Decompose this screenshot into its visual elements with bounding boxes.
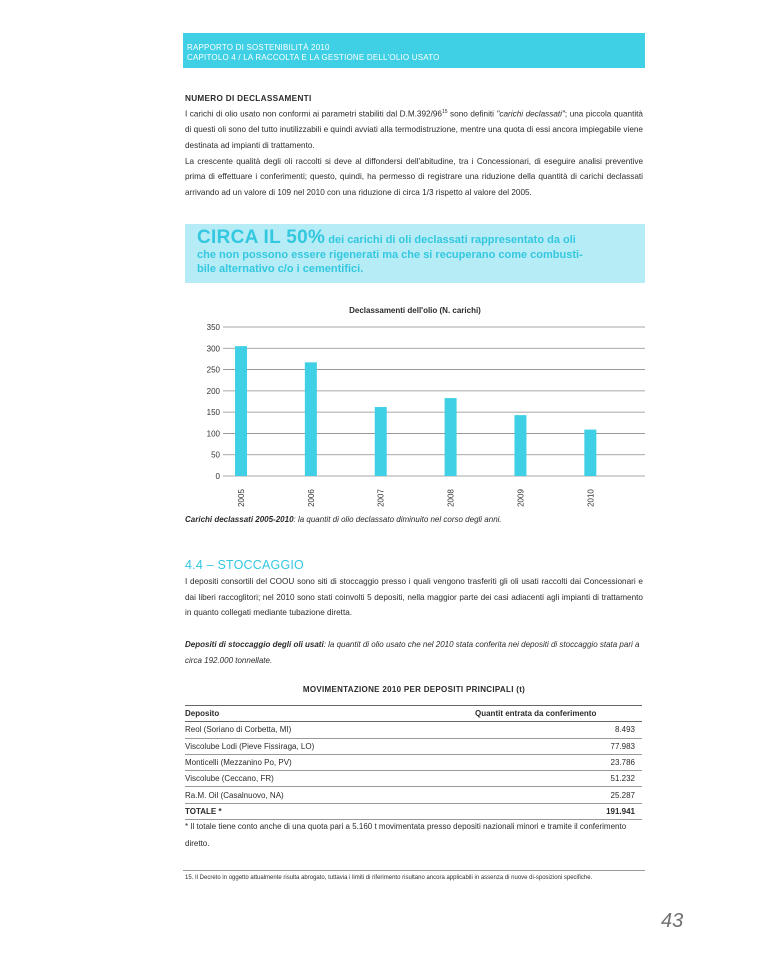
y-tick-label: 250: [206, 365, 220, 375]
table-row: [185, 754, 642, 770]
paragraph-1-text: I carichi di olio usato non conformi ai parametri stabiliti dal D.M.392/96: [185, 109, 442, 119]
table-caption-text: : la quantit di olio usato che nel 2010 stata conferita nei depositi di stoccaggio stata pari a circa 192.000 tonnellate.: [185, 640, 640, 665]
table-row: [185, 787, 642, 803]
depositi-table: [185, 705, 642, 820]
chart-y-ticks: [207, 323, 221, 481]
bar-2008: [445, 398, 457, 476]
callout-text-3: bile alternativo c/o i cementifici.: [197, 263, 364, 275]
deposito-value: 51.232: [459, 771, 642, 787]
column-header-quantita: Quantit entrata da conferimento: [459, 706, 642, 722]
callout-text-1: dei carichi di oli declassati rappresentato da oli: [325, 234, 576, 246]
bar-2005: [235, 346, 247, 476]
paragraph-1-text-d: una piccola quantità di questi oli sono del tutto inutilizzabili e quindi avviati alla termodistruzione, mentre una quota di essi ancora impiegabile viene destinata ad impianti di trattamento.: [185, 109, 643, 150]
table-caption-bold: Depositi di stoccaggio degli oli usati: [185, 640, 324, 649]
x-tick-label: 2009: [516, 489, 526, 507]
deposito-name: Viscolube (Ceccano, FR): [185, 771, 459, 787]
callout-text-2: che non possono essere rigenerati ma che si recuperano come combusti-: [197, 248, 583, 261]
report-title: RAPPORTO DI SOSTENIBILITÀ 2010: [187, 43, 330, 52]
deposito-value: 77.983: [459, 738, 642, 754]
chart-caption-bold: Carichi declassati 2005-2010: [185, 515, 294, 524]
deposito-name: Reol (Soriano di Corbetta, MI): [185, 722, 459, 738]
x-tick-label: 2010: [586, 489, 596, 507]
chart-title: Declassamenti dell'olio (N. carichi): [349, 306, 481, 315]
paragraph-1-text-c: ;: [564, 109, 568, 119]
y-tick-label: 300: [206, 344, 220, 354]
y-tick-label: 150: [206, 408, 220, 418]
table-row: [185, 722, 642, 738]
paragraph-1-text-b: sono definiti: [447, 109, 497, 119]
x-tick-label: 2006: [306, 489, 316, 507]
page-number: 43: [661, 910, 684, 932]
y-tick-label: 200: [206, 386, 220, 396]
footnote-ref: 15: [441, 109, 448, 115]
bar-2009: [514, 415, 526, 476]
footnote-divider: [183, 870, 645, 871]
total-label: TOTALE *: [185, 803, 459, 819]
table-title: MOVIMENTAZIONE 2010 PER DEPOSITI PRINCIPALI (t): [302, 685, 526, 694]
deposito-value: 25.287: [459, 787, 642, 803]
table-header-row: [185, 706, 642, 722]
bar-2006: [305, 362, 317, 476]
section-title-stoccaggio: 4.4 – STOCCAGGIO: [185, 558, 304, 572]
deposito-name: Monticelli (Mezzanino Po, PV): [185, 754, 459, 770]
footnote: 15. Il Decreto in oggetto attualmente risulta abrogato, tuttavia i limiti di riferimento risultano ancora applicabili in assenza di nuove di-sposizioni specifiche.: [185, 875, 593, 881]
chapter-title: CAPITOLO 4 / LA RACCOLTA E LA GESTIONE DELL'OLIO USATO: [187, 52, 440, 62]
x-tick-label: 2007: [376, 489, 386, 507]
table-caption: [185, 637, 643, 669]
deposito-name: Viscolube Lodi (Pieve Fissiraga, LO): [185, 738, 459, 754]
table-row: [185, 771, 642, 787]
y-tick-label: 350: [206, 323, 220, 332]
bar-2007: [375, 407, 387, 476]
chart-x-ticks: [237, 489, 595, 507]
paragraph-stoccaggio: I depositi consortili del COOU sono siti di stoccaggio presso i quali vengono trasferiti gli oli usati raccolti dai Concessionari e dai liberi raccoglitori; nel 2010 sono stati coinvolti 5 depositi, nella maggior parte dei casi adiacenti agli impianti di trattamento in quanto collegati mediante tubazione diretta.: [185, 577, 643, 618]
x-tick-label: 2008: [446, 489, 456, 507]
section-title: NUMERO DI DECLASSAMENTI: [185, 94, 312, 103]
table-note: * Il totale tiene conto anche di una quota pari a 5.160 t movimentata presso depositi nazionali minori e tramite il conferimento diretto.: [185, 822, 627, 848]
table-row: [185, 738, 642, 754]
chart-gridlines: [223, 327, 645, 476]
y-tick-label: 0: [215, 472, 220, 481]
column-header-deposito: Deposito: [185, 706, 459, 722]
deposito-value: 23.786: [459, 754, 642, 770]
chart-caption: [185, 515, 502, 524]
callout-big-text: CIRCA IL 50%: [197, 227, 326, 248]
deposito-value: 8.493: [459, 722, 642, 738]
paragraph-2: La crescente qualità degli oli raccolti si deve al diffondersi dell'abitudine, tra i Concessionari, di eseguire analisi preventive prima di effettuare i conferimenti; questo, quindi, ha permesso di registrare una riduzione della quantità di carichi declassati arrivando ad un valore di 109 nel 2010 con una riduzione di circa 1/3 rispetto al valore del 2005.: [185, 156, 643, 197]
y-tick-label: 100: [206, 429, 220, 439]
y-tick-label: 50: [211, 450, 220, 460]
bar-2010: [584, 430, 596, 476]
emphasis-term: "carichi declassati": [496, 109, 565, 119]
chart-caption-text: : la quantit di olio declassato diminuito nel corso degli anni.: [293, 515, 502, 524]
x-tick-label: 2005: [237, 489, 246, 507]
deposito-name: Ra.M. Oil (Casalnuovo, NA): [185, 787, 459, 803]
total-value: 191.941: [459, 803, 642, 819]
chart-bars: [235, 346, 596, 476]
